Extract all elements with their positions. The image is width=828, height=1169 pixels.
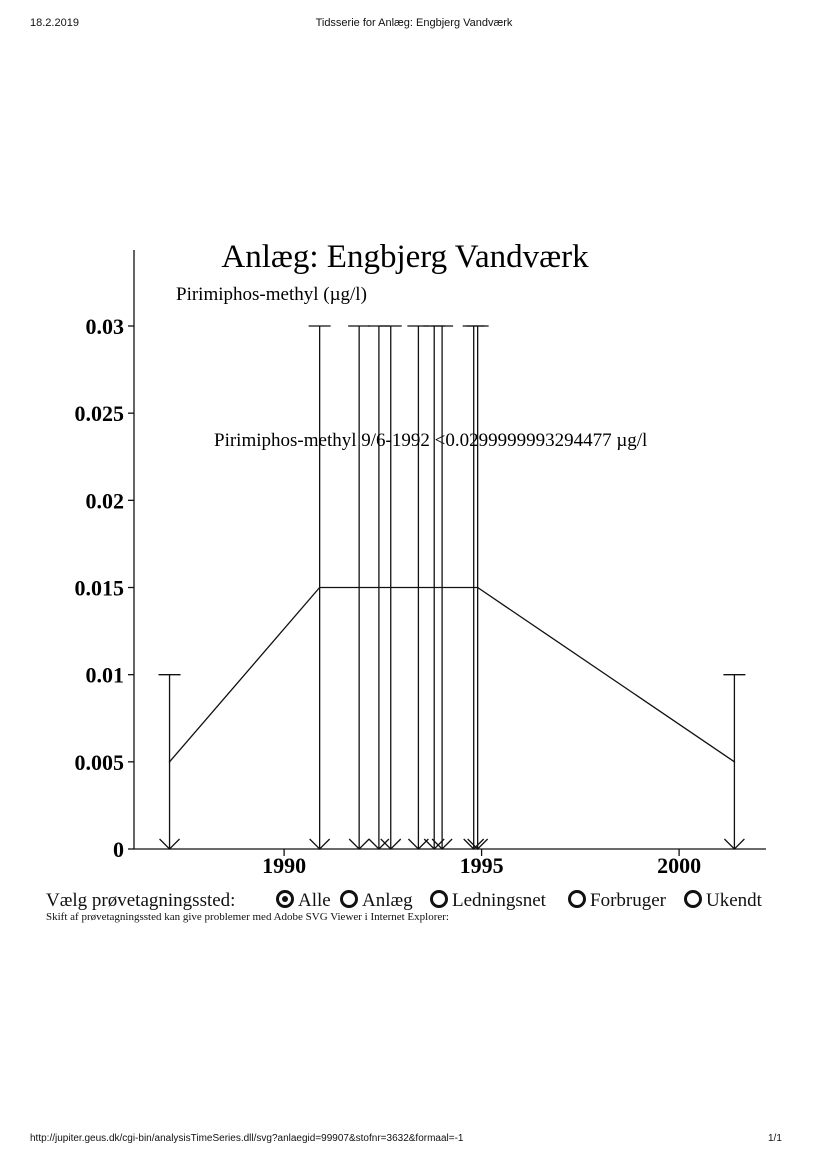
radio-selected-icon [276, 890, 294, 908]
chart-title: Anlæg: Engbjerg Vandværk [221, 239, 589, 275]
y-tick-label: 0.025 [74, 401, 124, 427]
series-line [170, 588, 735, 762]
x-tick-label: 2000 [657, 853, 702, 878]
radio-icon [340, 890, 358, 908]
radio-icon [568, 890, 586, 908]
data-point [319, 587, 321, 589]
data-point [169, 761, 171, 763]
radio-option-label: Anlæg [362, 890, 413, 911]
radio-option-alle[interactable] [276, 890, 331, 912]
radio-option-ledningsnet[interactable] [430, 890, 546, 912]
site-selector-note: Skift af prøvetagningssted kan give problemer med Adobe SVG Viewer i Internet Explorer: [46, 911, 449, 923]
page-number: 1/1 [768, 1133, 782, 1144]
chart-subtitle: Pirimiphos-methyl (µg/l) [176, 284, 367, 305]
y-tick-label: 0.01 [85, 662, 124, 688]
y-tick-label: 0 [113, 837, 124, 862]
hover-annotation: Pirimiphos-methyl 9/6-1992 <0.0299999993294477 µg/l [214, 430, 648, 451]
radio-icon [684, 890, 702, 908]
radio-icon [430, 890, 448, 908]
y-tick-label: 0.03 [85, 314, 124, 339]
page-url: http://jupiter.geus.dk/cgi-bin/analysisTimeSeries.dll/svg?anlaegid=99907&stofnr=3632&formaal=-1 [30, 1133, 464, 1144]
x-tick-label: 1995 [459, 853, 504, 878]
y-tick-label: 0.005 [74, 749, 124, 775]
radio-option-label: Ledningsnet [452, 890, 546, 911]
y-tick-label: 0.02 [85, 488, 124, 514]
document-title: Tidsserie for Anlæg: Engbjerg Vandværk [315, 17, 513, 29]
radio-option-label: Alle [298, 890, 331, 911]
radio-option-label: Ukendt [706, 890, 762, 911]
radio-option-label: Forbruger [590, 890, 666, 911]
radio-option-forbruger[interactable] [568, 890, 666, 912]
site-selector-label: Vælg prøvetagningssted: [46, 890, 236, 911]
y-tick-label: 0.015 [74, 575, 124, 601]
radio-option-ukendt[interactable] [684, 890, 762, 912]
radio-option-anlaeg[interactable] [340, 890, 413, 912]
print-date: 18.2.2019 [30, 17, 79, 29]
data-point [734, 761, 736, 763]
x-tick-label: 1990 [262, 853, 307, 878]
data-point [477, 587, 479, 589]
